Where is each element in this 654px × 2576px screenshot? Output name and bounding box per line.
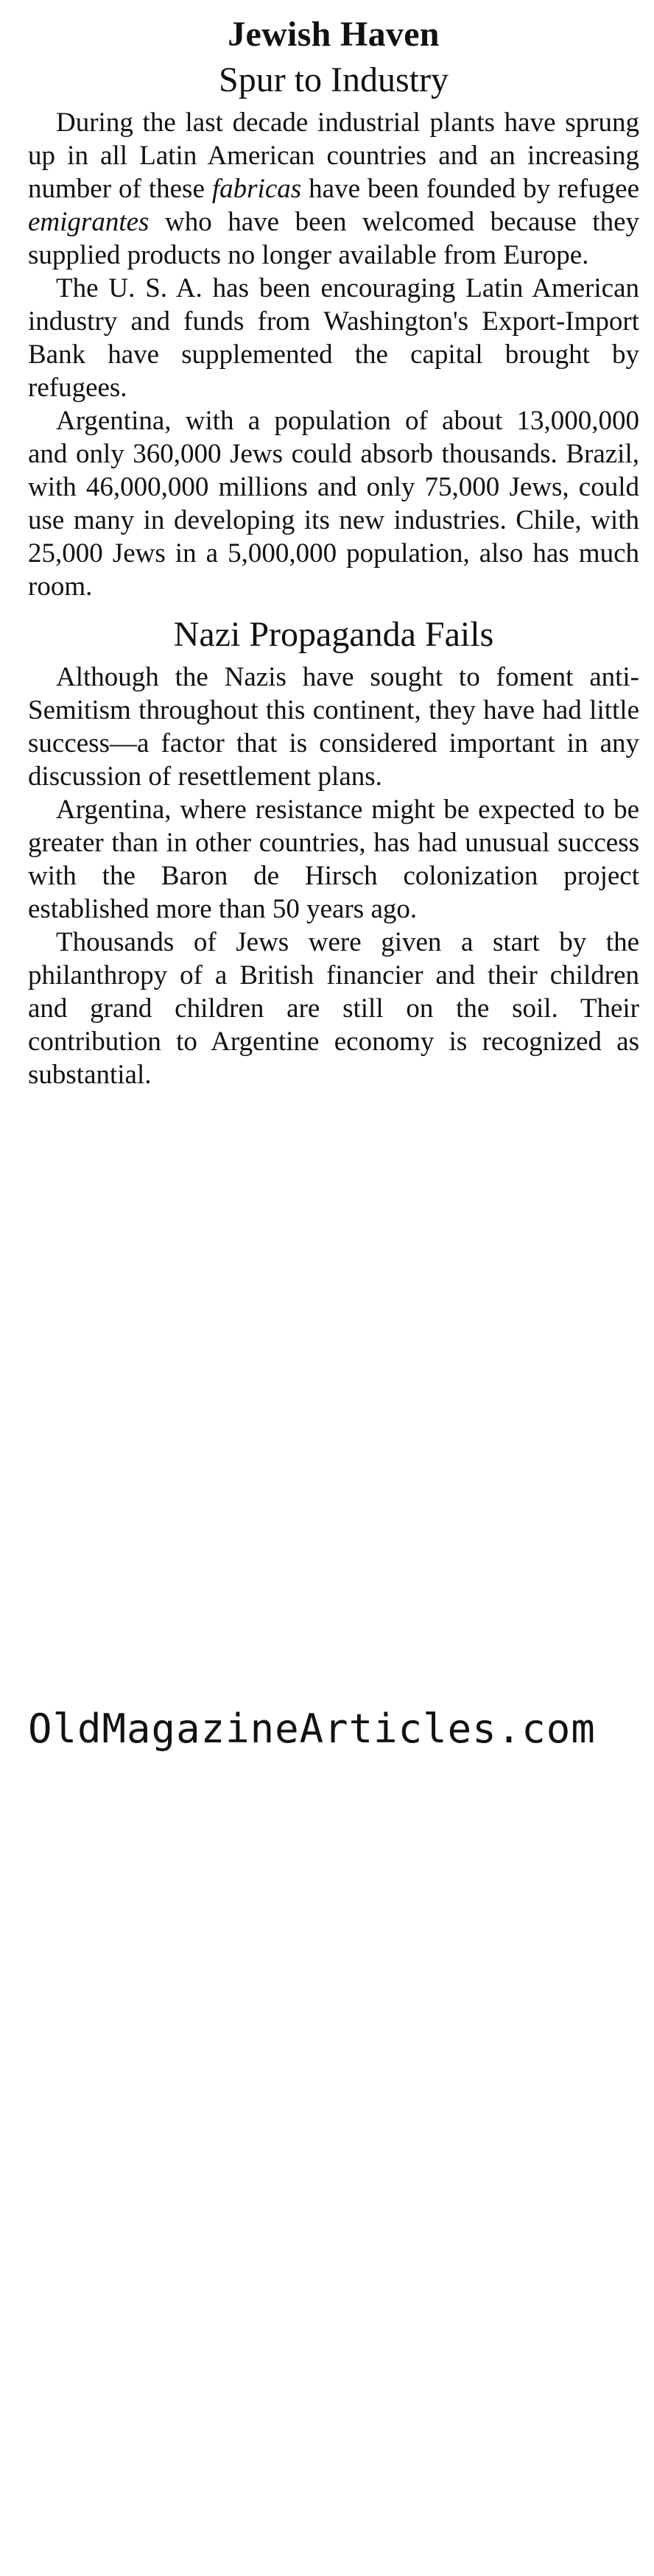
paragraph-text: have been founded by refugee xyxy=(301,174,639,204)
paragraph-anti-semitism: Although the Nazis have sought to foment anti-Semitism throughout this continent, they have had little success—a factor that is considered important in any discussion of resettlement plans. xyxy=(28,662,639,792)
paragraph-usa-encouraging: The U. S. A. has been encouraging Latin American industry and funds from Washington's Export-Import Bank have supplemented the capital brought by refugees. xyxy=(28,273,639,403)
italic-term-emigrantes: emigrantes xyxy=(28,207,150,237)
paragraph-text: who have been welcomed because they supplied products no longer available from Europe. xyxy=(28,207,639,270)
article-title: Jewish Haven xyxy=(228,15,440,54)
paragraph-industrial-plants xyxy=(28,106,639,272)
paragraph-text: During the last decade industrial plants have sprung up in all Latin American countries and an increasing number of these xyxy=(28,108,639,204)
paragraph-population-figures: Argentina, with a population of about 13,000,000 and only 360,000 Jews could absorb thousands. Brazil, with 46,000,000 millions and only 75,000 Jews, could use many in developing its new industries. Chile, with 25,000 Jews in a 5,000,000 population, also has much room. xyxy=(28,406,639,602)
paragraph-philanthropy: Thousands of Jews were given a start by the philanthropy of a British financier and their children and grand children are still on the soil. Their contribution to Argentine economy is recognized as substantial. xyxy=(28,927,639,1090)
paragraph-baron-de-hirsch: Argentina, where resistance might be expected to be greater than in other countries, has had unusual success with the Baron de Hirsch colonization project established more than 50 years ago. xyxy=(28,795,639,924)
site-watermark: OldMagazineArticles.com xyxy=(28,1706,596,1752)
article-column xyxy=(28,13,639,1091)
italic-term-fabricas: fabricas xyxy=(211,174,302,204)
section-heading-nazi-propaganda-fails: Nazi Propaganda Fails xyxy=(173,615,494,654)
section-heading-spur-to-industry: Spur to Industry xyxy=(219,60,449,99)
